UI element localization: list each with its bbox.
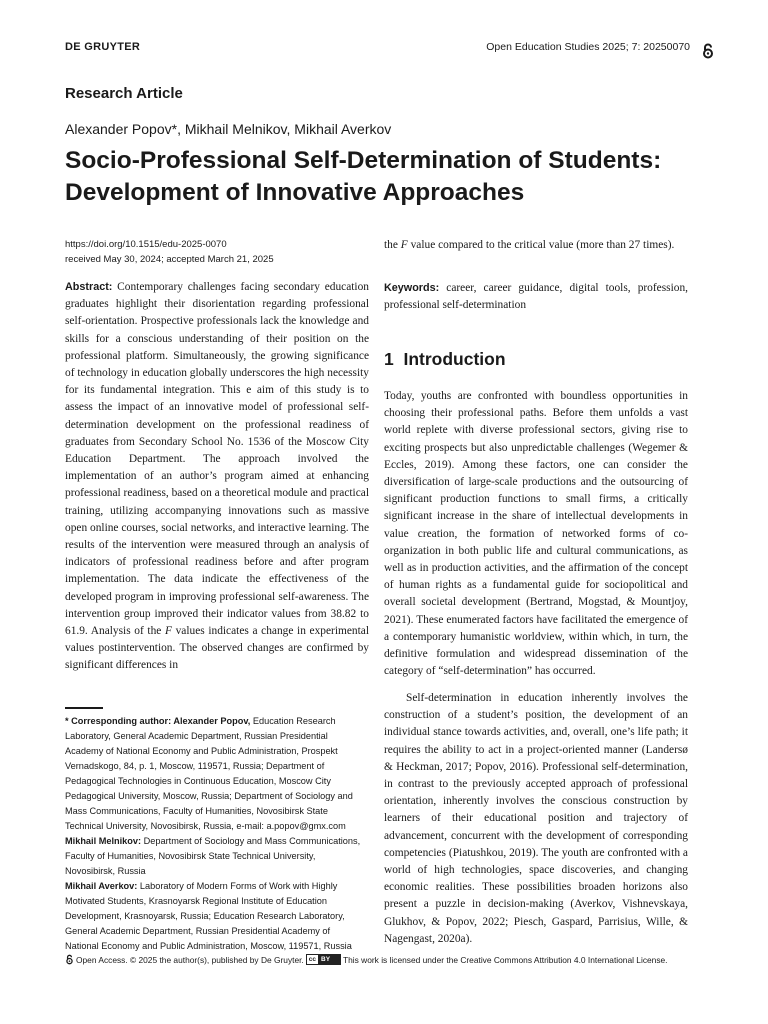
footnote-corr-label: * Corresponding author: Alexander Popov, — [65, 716, 251, 726]
keywords-label: Keywords: — [384, 282, 440, 294]
author-list: Alexander Popov*, Mikhail Melnikov, Mikhail Averkov — [65, 121, 392, 137]
license-footer — [65, 954, 705, 965]
publisher-name: DE GRUYTER — [65, 41, 141, 53]
section-title: Introduction — [403, 349, 506, 369]
abstract-continuation — [384, 237, 688, 254]
abstract-f-symbol: F — [164, 625, 172, 638]
abstract-label: Abstract: — [65, 281, 113, 293]
open-access-icon — [701, 43, 715, 59]
intro-paragraph-2: Self-determination in education inherently involves the construction of a student’s position, the development of an individual stance towards activities, and, overall, one’s life path; it requires the ability to act in a project-oriented manner (Landersø & Heckman, 2017; Popov, 2016). Professional self-determination, in contrast to the previously accepted approach of professional orientation, inherently involves the conscious construction by learners of their educational position and trajectory of advancement, concurrent with the development of corresponding competencies (Piatushkou, 2019). The youth are confronted with a world of high technologies, space discoveries, and changing economic realities. These possibilities broaden horizons also present a puzzle in decision-making (Averkov, Vishnevskaya, Glukhov, & Popov, 2022; Piesch, Gaspard, Parrisius, Wille, & Nagengast, 2020a). — [384, 692, 688, 945]
footnote-averkov-label: Mikhail Averkov: — [65, 881, 138, 891]
abstract-text-2: values indicates a change in experimental values postintervention. The observed changes are confirmed by significant differences in — [65, 625, 369, 672]
keywords-text: career, career guidance, digital tools, profession, professional self-determination — [384, 282, 688, 312]
footnote-averkov-text: Laboratory of Modern Forms of Work with Highly Motivated Students, Krasnoyarsk Regional Institute of Education Development, Krasnoyarsk, Russia; Education Research Laboratory, General Academic Department, Russian Presidential Academy of National Economy and Public Administration, Moscow, 119571, Russia — [65, 881, 352, 951]
footnote-melnikov-text: Department of Sociology and Mass Communications, Faculty of Humanities, Novosibirsk State Technical University, Novosibirsk, Russia — [65, 836, 361, 876]
abstract-cont-2: value compared to the critical value (more than 27 times). — [407, 239, 675, 251]
journal-reference: Open Education Studies 2025; 7: 20250070 — [486, 41, 690, 53]
cc-by-badge[interactable] — [306, 954, 341, 965]
footer-license-text: This work is licensed under the Creative Commons Attribution 4.0 International License. — [343, 954, 668, 965]
footnote-melnikov — [65, 834, 365, 879]
footer-open-access-text: Open Access. © 2025 the author(s), published by De Gruyter. — [76, 954, 304, 965]
cc-badge-by: BY — [318, 955, 340, 964]
intro-paragraph-1: Today, youths are confronted with boundless opportunities in choosing their professional paths. Before them unfolds a vast world replete with diverse professional sectors, giving rise to exciting prospects but also unpredictable challenges (Wegemer & Eccles, 2019). Among these factors, one can consider the diversification of large-scale productions and the outsourcing of significant production functions to small firms, a critically significant increase in the share of intellectual developments in value creation, the formation of networked forms of co-organization in both public life and cultural communications, as well as in production activities, and the affirmation of the concept of human rights as a fundamental guide for sociopolitical and overall societal development (Bertrand, Mogstad, & Mountjoy, 2021). These enumerated factors have facilitated the emergence of a contemporary humanistic worldview, within which, in turn, the definitive formulation and widespread dissemination of the category of “self-determination” has occurred. — [384, 390, 688, 678]
abstract-text-1: Contemporary challenges facing secondary education graduates highlight their disorientation regarding professional self-orientation. Prospective professionals lack the knowledge and skills for a conscious understanding of their position on the professional platform. Simultaneously, the growing significance of technology in education globally underscores the high necessity for its fundamental integration. This e aim of this study is to assess the impact of an innovative model of professional self-determination development on the professional readiness of graduates from Secondary School No. 1536 of the Moscow City Education Department. The approach involved the implementation of an author’s program aimed at enhancing professional readiness, based on a theoretical module and practical training, utilizing accompanying innovations such as massive open online courses, social networks, and interactive learning. The results of the intervention were measured through an analysis of indicators of professional readiness before and after program implementation. The data indicate the effectiveness of the developed program in improving professional self-awareness. The intervention group improved their indicator values from 38.82 to 61.9. Analysis of the — [65, 281, 369, 638]
section-number: 1 — [384, 349, 394, 369]
article-type: Research Article — [65, 85, 183, 102]
section-heading — [384, 349, 506, 370]
footnote-melnikov-label: Mikhail Melnikov: — [65, 836, 142, 846]
open-access-icon — [65, 954, 74, 965]
abstract-cont-1: the — [384, 239, 401, 251]
keywords — [384, 280, 688, 314]
author-footnotes — [65, 714, 365, 954]
footnote-corresponding — [65, 714, 365, 834]
footnote-corr-text: Education Research Laboratory, General Academic Department, Russian Presidential Academy of National Economy and Public Administration, Prospekt Vernadskogo, 84, p. 1, Moscow, 119571, Russia; Department of Pedagogical Technologies in Continuous Education, Moscow City Pedagogical University, Moscow, Russia; Department of Sociology and Mass Communications, Faculty of Humanities, Novosibirsk State Technical University, Novosibirsk, Russia, e-mail: a.popov@gmx.com — [65, 716, 353, 831]
article-title: Socio-Professional Self-Determination of Students: Development of Innovative Approaches — [65, 147, 662, 206]
received-accepted-dates: received May 30, 2024; accepted March 21, 2025 — [65, 254, 274, 265]
footnote-divider — [65, 707, 103, 709]
doi-link[interactable]: https://doi.org/10.1515/edu-2025-0070 — [65, 239, 227, 250]
abstract-f-symbol-2: F — [400, 239, 408, 251]
cc-badge-cc: cc — [308, 956, 316, 963]
footnote-averkov — [65, 879, 365, 954]
abstract — [65, 279, 369, 675]
